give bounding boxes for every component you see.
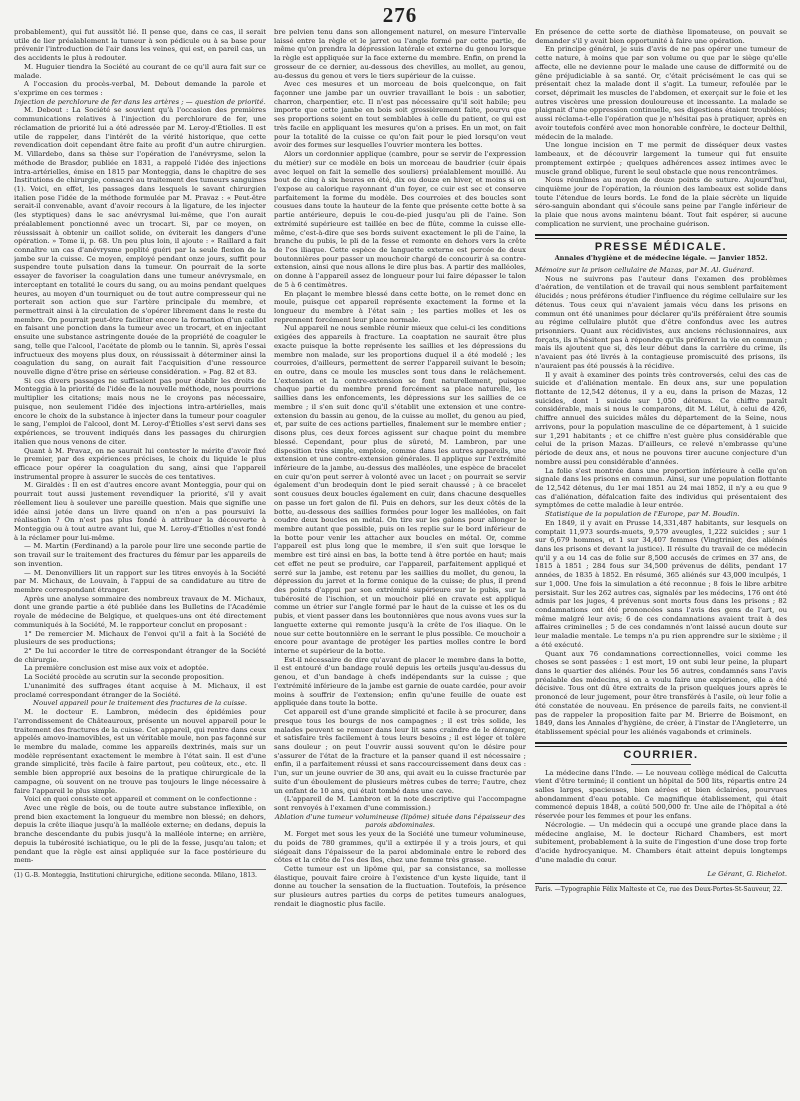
paragraph: — M. Denonvilliers lit un rapport sur les titres envoyés à la Société par M. Michaux, de Louvain, à l'appui de sa candidature au titre de membre correspondant étranger. xyxy=(14,568,266,594)
paragraph: La première conclusion est mise aux voix et adoptée. xyxy=(24,664,209,673)
col1-body xyxy=(14,28,266,865)
gerant-signature: Le Gérant, G. Richelot. xyxy=(707,870,787,879)
paragraph: (L'appareil de M. Lambron et la note descriptive qui l'accompagne sont renvoyés à l'examen d'une commission.) xyxy=(274,795,526,812)
paragraph: En présence de cette sorte de diathèse lipomateuse, on pouvait se demander s'il y avait bien opportunité à faire une opération. xyxy=(535,28,787,45)
section-divider xyxy=(535,234,787,239)
paragraph: Voici en quoi consiste cet appareil et comment on le confectionne : xyxy=(24,795,257,804)
col3-body-press xyxy=(535,275,787,737)
paragraph: Cet appareil est d'une grande simplicité et facile à se procurer, dans presque tous les bourgs de nos campagnes ; il est très solide, les malades peuvent se remuer dans leur lit sans craindre de le déranger, et satisfaire très facilement à tous leurs besoins ; il est léger et tolère sans douleur ; on peut l'ouvrir aussi souvent qu'on le désire pour s'assurer de l'état de la fracture et la panser quand il est nécessaire ; enfin, il a parfaitement réussi et sans raccourcissement dans deux cas : l'un, sur un jeune ouvrier de 30 ans, qui avait eu la cuisse fracturée par suite d'un éboulement de plusieurs mètres cubes de terre; l'autre, chez un enfant de 10 ans, qui était tombé dans une cave. xyxy=(274,708,526,795)
short-rule xyxy=(631,764,691,765)
paragraph: Injection de perchlorure de fer dans les artères ; — question de priorité. xyxy=(14,97,266,106)
paragraph: Alors un cordonnier applique (cambre, pour se servir de l'expression du métier) sur ce modèle en bois un morceau de baudrier (cuir épais avec lequel on fait la semelle des souliers) préalablement mouillé. Au bout de cinq à six heures en été, dix ou douze en hiver, et moins si on l'expose au calorique rayonnant d'un foyer, ce cuir est sec et conserve parfaitement la forme du modèle. Des courroies et des boucles sont cousues dans toute la hauteur de la fente que présente cette botte à sa partie antérieure, depuis le cou-de-pied jusqu'au pli de l'aine. Son extrémité supérieure est taillée en bec de flûte, comme la cuisse elle-même, c'est-à-dire que ses bords suivent exactement le pli de l'aine, la branche du pubis, le pli de la fesse et remonte en dehors vers la crête de l'os iliaque. Cette espèce de languette externe est percée de deux boutonnières pour passer un mouchoir chargé de concourir à sa contre-extension, ainsi que nous allons le dire plus bas. A partir des malléoles, on donne à l'appareil assez de longueur pour lui faire dépasser le talon de 5 à 6 centimètres. xyxy=(274,150,526,289)
paragraph: Nous ne suivrons pas l'auteur dans l'examen des problèmes d'aération, de ventilation et de travail qui nous semblent parfaitement élucidés ; nous préférons étudier l'influence du régime cellulaire sur les détenus. Tous ceux qui n'avaient jamais vécu dans les prisons en commun ont été unanimes pour déclarer qu'ils préféraient être soumis au régime cellulaire plutôt que d'être confondus avec les autres prisonniers. Quant aux récidivistes, aux anciens réclusionnaires, aux forçats, ils n'hésitent pas à répondre qu'ils préfèrent la vie en commun ; mais ils ajoutent que si, dès leur début dans la carrière du crime, ils n'avaient pas été livrés à la contagieuse promiscuité des prisons, ils n'auraient pas été poussés à la récidive. xyxy=(535,274,787,370)
paragraph: Quant aux 76 condamnations correctionnelles, voici comme les choses se sont passées : 1 est mort, 19 ont subi leur peine, la plupart dans le quartier des aliénés. Pour les 56 autres, condamnés sans l'avis préalable des médecins, si on a voulu faire une expérience, elle a été décisive. Tous ont dû être extraits de la prison quelques jours après le prononcé de leur jugement, pour être transférés à l'asile, où leur folie a été constatée de nouveau. En présence de pareils faits, ne convient-il pas de rappeler la proposition faite par M. Brierre de Boismont, en 1849, dans les Annales d'hygiène, de créer, à l'instar de l'Angleterre, un établissement spécial pour les aliénés vagabonds et criminels. xyxy=(535,649,787,737)
paragraph: Avec ces mesures et un morceau de bois quelconque, on fait façonner une jambe par un ouvrier travaillant le bois : un sabotier, charron, charpentier, etc. Il n'est pas nécessaire qu'il soit habile; peu importe que cette jambe en bois soit grossièrement faite, pourvu que ses proportions soient en tout semblables à celle du patient, ce qui est très facile en appliquant les mesures qu'on a prises. En un mot, on fait pour la totalité de la cuisse ce qu'on fait pour le pied lorsqu'on veut avoir des formes sur lesquelles l'ouvrier montera les bottes. xyxy=(274,80,526,150)
courrier-body xyxy=(535,769,787,865)
paragraph: 2° De lui accorder le titre de correspondant étranger de la Société de chirurgie. xyxy=(14,647,266,664)
page-number: 276 xyxy=(382,3,418,27)
paragraph: Nul appareil ne nous semble réunir mieux que celui-ci les conditions exigées des appareils à fracture. La coaptation ne saurait être plus exacte puisque la botte représente les saillies et les dépressions du membre non malade, sur les proportions duquel il a été modelé ; les courroies, d'ailleurs, permettent de serrer l'appareil suivant le besoin; en outre, dans ce moule les muscles sont tous dans le relâchement. L'extension et la contre-extension se font naturellement, puisque chaque partie du membre prend forcément sa place naturelle, les saillies dans les enfoncements, les dépressions sur les saillies de ce membre ; il s'en suit donc qu'il s'établit une extension et une contre-extension du bassin au genou, de la cuisse au mollet, du genou au pied, et, par suite de ces actions partielles, finalement sur le membre entier ; disons plus, ces deux forces agissent sur chaque point du membre blessé. Cependant, pour plus de sûreté, M. Lambron, par une disposition très simple, emploie, comme dans les autres appareils, une extension et une contre-extension générales. Il applique sur l'extrémité inférieure de la jambe, au-dessus des malléoles, une espèce de bracelet en cuir qu'on peut serrer à volonté avec un lacet ; on pourrait se servir également d'un brodequin dont le pied serait chaussé ; à ce bracelet sont cousues deux boucles également en cuir, dans chacune desquelles on passe un fort galon de fil. Puis en dehors, sur les deux côtés de la botte, au-dessous des saillies formées pour loger les malléoles, on fait coudre deux boucles en métal. On tire sur les galons pour allonger le membre autant que possible, puis on les replie sur le bord inférieur de la botte pour venir les attacher aux boucles en métal. Or, comme l'appareil est plus long que le membre, il s'en suit que lorsque le membre est tiré ainsi en bas, la botte tend à être portée en haut; mais cet effet ne peut se produire, car l'appareil, parfaitement appliqué et serré sur la jambe, est retenu par les saillies du mollet, du genou, la dépression du jarret et la forme conique de la cuisse; de plus, il prend des points d'appui par son extrémité supérieure sur le pubis, sur la tubérosité de l'ischion, et un mouchoir plié en cravate est appliqué comme un étrier sur l'angle formé par le haut de la cuisse et les os du pubis, et vient passer dans les boutonnières que nous avons vues sur la languette externe qui remonte jusqu'à la crête de l'os iliaque. On le noue sur cette boutonnière en le serrant le plus possible. Ce mouchoir a encore pour avantage de protéger les parties molles contre le bord interne et supérieur de la botte. xyxy=(274,324,526,656)
courrier-section-title: COURRIER. xyxy=(623,748,699,761)
paragraph: M. Giraldès : Il en est d'autres encore avant Monteggia, pour qui on pourrait tout aussi justement revendiquer la priorité, s'il y avait réellement lieu à soulever une pareille question. Mais que signifie une idée ainsi jetée dans un livre quand on n'en a pas poursuivi la réalisation ? On n'est pas plus fondé à attribuer la découverte à Monteggia ou à tout autre avant lui, que M. Leroy-d'Étiolles n'est fondé à la réclamer pour lui-même. xyxy=(14,481,266,542)
paragraph: Statistique de la population de l'Europe, par M. Boudin. xyxy=(545,510,740,519)
paragraph: En 1849, il y avait en Prusse 14,331,487 habitants, sur lesquels on comptait 11,973 sourds-muets, 9,579 aveugles, 1,222 suicides ; sur 1 sur 6,679 hommes, et 1 sur 34,407 femmes (Vingtrinier, des aliénés dans les prisons et devant la justice). Il résulte du travail de ce médecin qu'il y a eu 14 cas de folie sur 8,500 accusés de crimes en 37 ans, de 1815 à 1851 ; 284 fous sur 34,500 prévenus de délits, pendant 17 années, de 1835 à 1852. En résumé, 365 aliénés sur 43,000 inculpés, 1 sur 1,000. Une fois la simulation a été reconnue ; 8 fois le libre arbitre persistait. Sur les 262 autres cas, signalés par les médecins, 176 ont été admis par les juges, 4 prévenus sont morts fous dans les prisons ; 82 condamnations ont été prononcées sans l'avis des gens de l'art, ou même malgré leur avis; 6 de ces condamnations avaient trait à des affaires criminelles ; 5 de ces condamnés n'ont laissé aucun doute sur leur maladie mentale. Le temps n'a pu rien apprendre sur le sixième ; il a été exécuté. xyxy=(535,518,787,649)
paragraph: Ablation d'une tumeur volumineuse (lipôme) située dans l'épaisseur des parois abdominales. xyxy=(274,812,526,830)
paragraph: M. Debout : La Société se souvient qu'à l'occasion des premières communications relatives à l'injection du perchlorure de fer, une réclamation de priorité lui a été adressée par M. Leroy-d'Étiolles. Il est utile de rappeler, dans l'intérêt de la vérité historique, que cette revendication doit cependant être faite au profit d'un autre chirurgien. M. Villardebo, dans sa thèse sur l'opération de l'anévrysme, selon la méthode de Brasdor, publiée en 1831, a rappelé l'idée des injections intra-artérielles, émise en 1815 par Monteggia, dans le chapitre de ses Institutions de chirurgie, consacré au traitement des tumeurs sanguines (1). Voici, en effet, les passages dans lesquels le savant chirurgien italien pose l'idée de la méthode formulée par M. Pravaz : « Peut-être serait-il convenable, avant d'avoir recours à la ligature, de les injecter (les styptiques) dans le sac anévrysmal lui-même, que l'on aurait préalablement ponctionné avec un trocart. Si, par ce moyen, on réussissait à obtenir un caillot solide, on éviterait les dangers d'une opération. » Tome ii, p. 68. Un peu plus loin, il ajoute : « Raillard a fait connaître un cas d'anévrysme poplité guéri par la seule flexion de la jambe sur la cuisse. Ce moyen, employé pendant onze jours, suffit pour suspendre toute pulsation dans la tumeur. On pourrait de la sorte essayer de favoriser la coagulation dans une tumeur anévrysmale, en interceptant en totalité le cours du sang, ou au moins pendant quelques heures, au moyen d'un tourniquet ou de tout autre compresseur qui ne porterait son action que sur l'artère principale du membre, et permettrait ainsi à la circulation de s'opérer librement dans le reste du membre. On pourrait peut-être faciliter encore la formation d'un caillot en faisant une ponction dans la tumeur avec un trocart, et en injectant ensuite une substance astringente douée de la propriété de coaguler le sang, telle que l'alcool, l'acétate de plomb ou le tannin. Si, après l'essai infructueux des moyens plus doux, on réussissait à déterminer ainsi la coagulation du sang, on aurait fait l'acquisition d'une ressource nouvelle digne d'être prise en sérieuse considération. » Pag. 82 et 83. xyxy=(14,106,266,377)
paragraph: En principe général, je suis d'avis de ne pas opérer une tumeur de cette nature, à moins que par son volume ou que par le siège qu'elle affecte, elle ne devienne pour le malade une cause de difformité ou de gêne préjudiciable à sa santé. Or, c'était précisément le cas qui se présentait chez la malade dont il s'agit. La tumeur, refoulée par le corset, déprimait les muscles de l'abdomen, et exerçait sur le foie et les autres viscères une pression douloureuse et incessante. La malade se plaignait d'une oppression continuelle, ses digestions étaient troublées; aussi réclama-t-elle l'opération que je n'hésitai pas à pratiquer, après en avoir toutefois conféré avec mon honorable confrère, le docteur Delthil, médecin de la malade. xyxy=(535,45,787,141)
paragraph: probablement), qui fut aussitôt lié. Il pense que, dans ce cas, il serait utile de lier préalablement la tumeur à son pédicule ou à sa base pour prévenir l'introduction de l'air dans les veines, qui est, en pareil cas, un des accidents le plus à redouter. xyxy=(14,28,266,63)
paragraph: Nouvel appareil pour le traitement des fractures de la cuisse. xyxy=(32,699,248,708)
paragraph: bre pelvien tenu dans son allongement naturel, on mesure l'intervalle laissé entre la règle et le jarret ou l'angle formé par cette partie, de même qu'on prendra la dépression latérale et externe du genou lorsque la règle est appliquée sur la face externe du membre. Enfin, on prend la grosseur de ce dernier, au-dessous des chevilles, au mollet, au genou, au-dessus du genou et vers le tiers supérieur de la cuisse. xyxy=(274,28,526,80)
paragraph: Si ces divers passages ne suffisaient pas pour établir les droits de Monteggia à la priorité de l'idée de la nouvelle méthode, nous pourrions multiplier les citations; mais nous ne le croyons pas nécessaire, puisque, non seulement l'idée des injections intra-artérielles, mais encore le choix de la substance à injecter dans la tumeur pour coaguler le sang, l'emploi de l'alcool, dont M. Leroy-d'Étiolles s'est servi dans ses expériences, se trouvent indiqués dans les passages du chirurgien italien que nous venons de citer. xyxy=(14,376,266,446)
col2-body xyxy=(274,28,526,909)
paragraph: Avec une règle de bois, ou de toute autre substance inflexible, on prend bien exactement la longueur du membre non blessé; en dehors, depuis la crête iliaque jusqu'à la malléole externe; en dedans, depuis la branche descendante du pubis jusqu'à la malléole interne; en arrière, depuis la tubérosité ischiatique, ou le pli de la fesse, jusqu'au talon; et pendant que la règle est ainsi appliquée sur la face postérieure du mem- xyxy=(14,803,266,865)
paragraph: A l'occasion du procès-verbal, M. Debout demande la parole et s'exprime en ces termes : xyxy=(14,80,266,98)
paragraph: La folie s'est montrée dans une proportion inférieure à celle qu'on signale dans les prisons en commun. Ainsi, sur une population flottante de 12,542 détenus, du 1er mai 1851 au 24 mai 1852, il n'y a eu que 9 cas d'aliénation, défalcation faite des individus qui présentaient des symptômes de cette maladie à leur entrée. xyxy=(535,466,787,510)
paragraph: Est-il nécessaire de dire qu'avant de placer le membre dans la botte, il est entouré d'un bandage roulé depuis les orteils jusqu'au-dessus du genou, et d'un bandage à chefs indépendants sur la cuisse ; que l'extrémité inférieure de la jambe est garnie de ouate cardée, pour avoir moins à souffrir de l'extension; enfin qu'une feuille de ouate est appliquée dans toute la botte. xyxy=(274,655,526,708)
section-divider-2 xyxy=(535,742,787,747)
paragraph: Une longue incision en T me permit de disséquer deux vastes lambeaux, et de découvrir largement la tumeur qui fut ensuite promptement extirpée ; quelques adhérences assez intimes avec le muscle grand oblique, furent le seul obstacle que nous rencontrâmes. xyxy=(535,141,787,176)
paragraph: Quant à M. Pravaz, on ne saurait lui contester le mérite d'avoir fixé le premier, par des expériences précises, le choix du liquide le plus efficace pour opérer la coagulation du sang, ainsi que l'appareil instrumental propre à assurer le succès de ces tentatives. xyxy=(14,446,266,481)
col3-body-top xyxy=(535,28,787,229)
press-memo-title: Mémoire sur la prison cellulaire de Mazas, par M. Al. Guérard. xyxy=(535,265,754,274)
paragraph: M. Huguier tiendra la Société au courant de ce qu'il aura fait sur ce malade. xyxy=(14,62,266,80)
paragraph: Nous réunîmes au moyen de douze points de suture. Aujourd'hui, cinquième jour de l'opération, la réunion des lambeaux est solide dans toute l'étendue de leurs bords. Le fond de la plaie sécrète un liquide séro-sanguin abondant qui s'écoule sans peine par l'angle inférieur de la plaie que nous avons maintenu béant. Tout fait espérer, si aucune complication ne survient, une prochaine guérison. xyxy=(535,176,787,228)
paragraph: M. Forget met sous les yeux de la Société une tumeur volumineuse, du poids de 780 grammes, qu'il a extirpée il y a trois jours, et qui siégeait dans l'épaisseur de la paroi abdominale entre le rebord des côtes et la crête de l'os des îles, chez une femme très grasse. xyxy=(274,830,526,865)
column-left xyxy=(14,28,266,1092)
paragraph: Après une analyse sommaire des nombreux travaux de M. Michaux, dont une grande partie a été publiée dans les Bulletins de l'Académie royale de médecine de Belgique, et quelques-uns ont été directement communiqués à la Société, M. le rapporteur conclut en proposant : xyxy=(14,594,266,629)
column-right xyxy=(535,28,787,1092)
paragraph: — M. Martin (Ferdinand) a la parole pour lire une seconde partie de son travail sur le traitement des fractures du fémur par les appareils de son invention. xyxy=(14,542,266,568)
paragraph: L'unanimité des suffrages étant acquise à M. Michaux, il est proclamé correspondant étranger de la Société. xyxy=(14,681,266,699)
column-middle xyxy=(274,28,526,1092)
paragraph: Cette tumeur est un lipôme qui, par sa consistance, sa mollesse élastique, pouvait faire croire à l'existence d'un kyste liquide, tant il donne au toucher la sensation de la fluctuation. Toutefois, la présence sur plusieurs autres parties du corps de petites tumeurs analogues, rendait le diagnostic plus facile. xyxy=(274,865,526,908)
footnote: (1) G.-B. Monteggia, Institutioni chirurgiche, editione seconda. Milano, 1813. xyxy=(14,869,266,880)
press-section-title: PRESSE MÉDICALE. xyxy=(594,240,728,253)
paragraph: Il y avait à examiner des points très controversés, celui des cas de suicide et d'aliénation mentale. En deux ans, sur une population flottante de 12,542 détenus, il y a eu, dans la prison de Mazas, 12 suicides, dont 1 suicide sur 1,050 détenus. Ce chiffre paraît considérable, mais si nous le comparons, dit M. Lélut, à celui de 426, chiffre annuel des suicides mâles du département de la Seine, nous arrivons, pour la population masculine de ce département, à 1 suicide sur 1,291 habitants ; et ce chiffre n'est guère plus considérable que celui de la prison Mazas. D'ailleurs, ce relevé n'embrasse qu'une période de deux ans, et nous ne pouvons tirer aucune conjecture d'un nombre aussi peu considérable d'années. xyxy=(535,370,787,466)
paragraph: En plaçant le membre blessé dans cette botte, on le remet donc en moule, puisque cet appareil représente exactement la forme et la longueur du membre à l'état sain ; les parties molles et les os reprennent forcément leur place normale. xyxy=(274,289,526,324)
paragraph: La médecine dans l'Inde. — Le nouveau collège médical de Calcutta vient d'être terminé; il contient un hôpital de 500 lits, répartis entre 24 salles larges, spacieuses, bien aérées et bien éclairées, pourvues abondamment d'eau potable. Ce magnifique établissement, qui était commencé depuis 1848, a coûté 500,000 fr. Une aile de l'hôpital a été réservée pour les femmes et pour les enfans. xyxy=(535,768,787,821)
press-subtitle: Annales d'hygiène et de médecine légale. — Janvier 1852. xyxy=(554,254,768,263)
paragraph: M. le docteur E. Lambron, médecin des épidémies pour l'arrondissement de Châteauroux, présente un nouvel appareil pour le traitement des fractures de la cuisse. Cet appareil, qui rentre dans ceux appelés amovo-inamovibles, est un véritable moule, non pas façonné sur le membre du malade, comme les appareils dextrinés, mais sur un modèle représentant exactement le membre à l'état sain. Il est d'une grande simplicité, très facile à faire partout, peu coûteux, etc., etc. Il semble bien approprié aux besoins de la pratique chirurgicale de la campagne, où souvent on ne trouve pas toujours le linge nécessaire à faire l'appareil le plus simple. xyxy=(14,708,266,795)
paragraph: 1° De remercier M. Michaux de l'envoi qu'il a fait à la Société de plusieurs de ses productions; xyxy=(14,629,266,647)
printer-line: Paris. —Typographie Félix Malteste et Ce, rue des Deux-Portes-St-Sauveur, 22. xyxy=(535,883,787,895)
paragraph: La Société procède au scrutin sur la seconde proposition. xyxy=(24,673,225,682)
paragraph: Nécrologie. — Un médecin qui a occupé une grande place dans la médecine anglaise, M. le docteur Richard Chambers, est mort subitement, probablement à la suite de l'ingestion d'une dose trop forte d'acide hydrocyanique. M. Chambers était atteint depuis longtemps d'une maladie du cœur. xyxy=(535,820,787,864)
